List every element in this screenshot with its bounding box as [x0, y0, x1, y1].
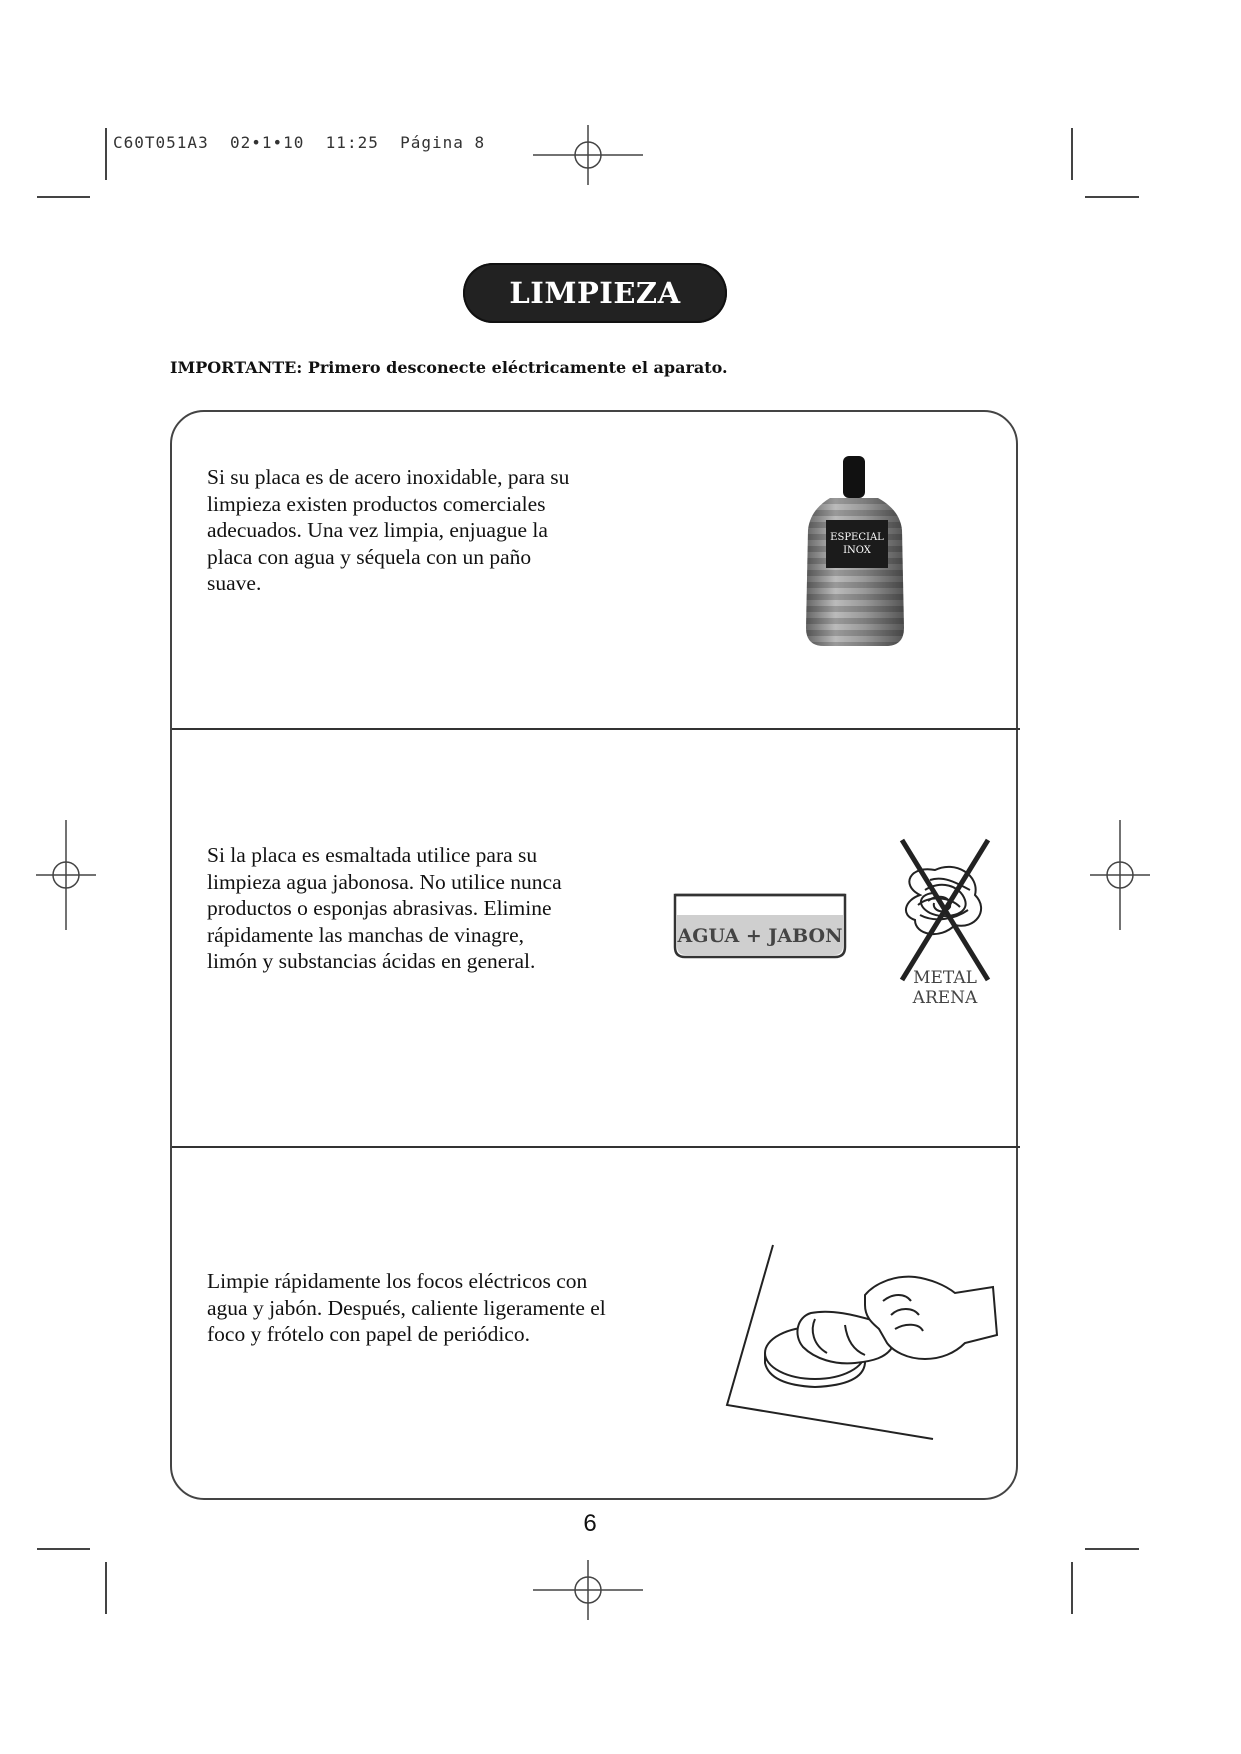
header-time: 11:25 — [325, 133, 379, 152]
crop-mark — [1071, 1562, 1073, 1614]
section-title: LIMPIEZA — [463, 263, 727, 323]
cleaner-bottle-illustration — [790, 450, 920, 660]
bottle-label-line2: INOX — [843, 545, 871, 556]
text-line: limpieza agua jabonosa. No utilice nunca — [207, 869, 562, 894]
crop-mark — [105, 1562, 107, 1614]
no-metal-scourer-icon — [890, 835, 1000, 1010]
basin-label: AGUA + JABON — [677, 925, 843, 947]
registration-mark-right — [1090, 820, 1150, 930]
header-page-ref: Página 8 — [400, 133, 486, 152]
page-number: 6 — [583, 1510, 597, 1537]
text-line: adecuados. Una vez limpia, enjuague la — [207, 518, 548, 542]
text-line: foco y frótelo con papel de periódico. — [207, 1322, 530, 1346]
text-line: limón y substancias ácidas en general. — [207, 949, 536, 973]
crop-mark — [37, 196, 90, 198]
registration-mark-left — [36, 820, 96, 930]
hand-wiping-hob-illustration — [715, 1235, 1005, 1450]
crop-mark — [105, 128, 107, 180]
text-line: Limpie rápidamente los focos eléctricos con — [207, 1269, 588, 1293]
section-1-text — [207, 464, 707, 597]
text-line: productos o esponjas abrasivas. Elimine — [207, 896, 552, 920]
text-line: placa con agua y séquela con un paño — [207, 544, 532, 569]
registration-mark-top — [533, 125, 643, 185]
text-line: rápidamente las manchas de vinagre, — [207, 922, 524, 947]
section-2-text — [207, 842, 707, 975]
crop-mark — [1085, 1548, 1139, 1550]
soapy-water-basin-illustration — [670, 885, 850, 965]
text-line: Si la placa es esmaltada utilice para su — [207, 843, 538, 867]
important-text: Primero desconecte eléctricamente el aparato. — [307, 358, 728, 377]
crop-mark — [37, 1548, 90, 1550]
forbidden-label-line2: ARENA — [912, 988, 978, 1008]
text-line: limpieza existen productos comerciales — [207, 491, 546, 516]
section-divider — [172, 1146, 1020, 1148]
important-note — [170, 358, 728, 377]
bottle-label-line1: ESPECIAL — [830, 532, 884, 543]
crop-mark — [1071, 128, 1073, 180]
header-date: 02•1•10 — [229, 133, 305, 152]
crop-mark — [1085, 196, 1139, 198]
section-3-text — [207, 1268, 727, 1348]
print-header — [113, 133, 485, 152]
text-line: agua y jabón. Después, caliente ligeramente el — [207, 1295, 606, 1320]
forbidden-label-line1: METAL — [913, 968, 977, 988]
header-code: C60T051A3 — [113, 133, 209, 152]
section-divider — [172, 728, 1020, 730]
important-label: IMPORTANTE: — [170, 358, 303, 377]
text-line: Si su placa es de acero inoxidable, para su — [207, 465, 570, 489]
registration-mark-bottom — [533, 1560, 643, 1620]
text-line: suave. — [207, 571, 262, 595]
